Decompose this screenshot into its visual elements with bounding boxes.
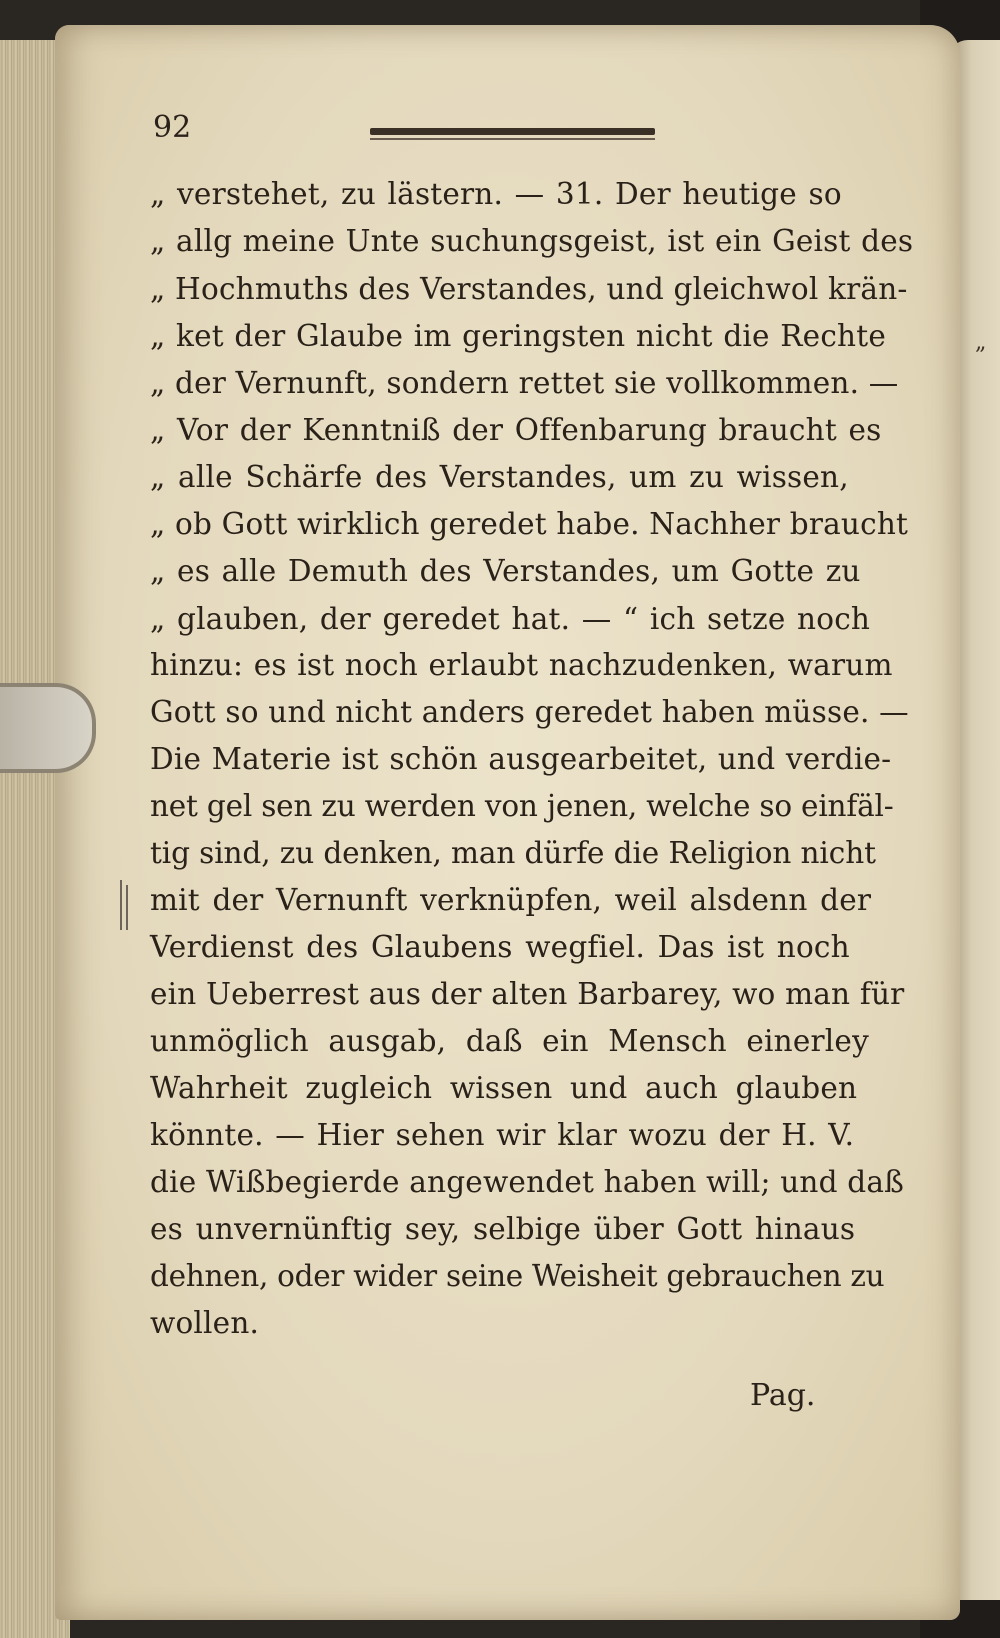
text-line: dehnen, oder wider seine Weisheit gebrauchen zu — [150, 1259, 885, 1293]
text-line: es unvernünftig sey, selbige über Gott hinaus — [150, 1212, 856, 1246]
text-line: hinzu: es ist noch erlaubt nachzudenken, warum — [150, 648, 893, 682]
text-line: die Wißbegierde angewendet haben will; und daß — [150, 1165, 905, 1199]
pencil-mark — [120, 880, 122, 930]
catchword: Pag. — [750, 1378, 816, 1413]
facing-page-quote-mark: „ — [975, 330, 987, 355]
text-line: „ ob Gott wirklich geredet habe. Nachher braucht — [150, 507, 909, 541]
text-line: „ glauben, der geredet hat. — “ ich setze noch — [150, 602, 871, 636]
text-line: tig sind, zu denken, man dürfe die Religion nicht — [150, 836, 876, 870]
text-line: „ ket der Glaube im geringsten nicht die Rechte — [150, 319, 886, 353]
text-line: „ es alle Demuth des Verstandes, um Gotte zu — [150, 554, 861, 588]
page-number: 92 — [153, 110, 192, 145]
text-line: Wahrheit zugleich wissen und auch glauben — [150, 1071, 858, 1105]
text-line: unmöglich ausgab, daß ein Mensch einerley — [150, 1024, 869, 1058]
text-line: net gel sen zu werden von jenen, welche so einfäl- — [150, 789, 894, 823]
text-line: „ der Vernunft, sondern rettet sie vollkommen. — — [150, 366, 899, 400]
text-line: wollen. — [150, 1306, 260, 1340]
text-line: „ Vor der Kenntniß der Offenbarung braucht es — [150, 413, 882, 447]
text-line: „ alle Schärfe des Verstandes, um zu wissen, — [150, 460, 849, 494]
text-line: könnte. — Hier sehen wir klar wozu der H. V. — [150, 1118, 855, 1152]
text-line: Die Materie ist schön ausgearbeitet, und verdie- — [150, 742, 892, 776]
text-line: ein Ueberrest aus der alten Barbarey, wo man für — [150, 977, 905, 1011]
text-line: „ verstehet, zu lästern. — 31. Der heutige so — [150, 177, 842, 211]
text-line: Verdienst des Glaubens wegfiel. Das ist noch — [150, 930, 850, 964]
text-line: „ allg meine Unte suchungsgeist, ist ein Geist des — [150, 224, 914, 258]
text-line: mit der Vernunft verknüpfen, weil alsdenn der — [150, 883, 872, 917]
pencil-mark — [126, 885, 128, 930]
text-line: „ Hochmuths des Verstandes, und gleichwol krän- — [150, 272, 908, 306]
text-line: Gott so und nicht anders geredet haben müsse. — — [150, 695, 909, 729]
